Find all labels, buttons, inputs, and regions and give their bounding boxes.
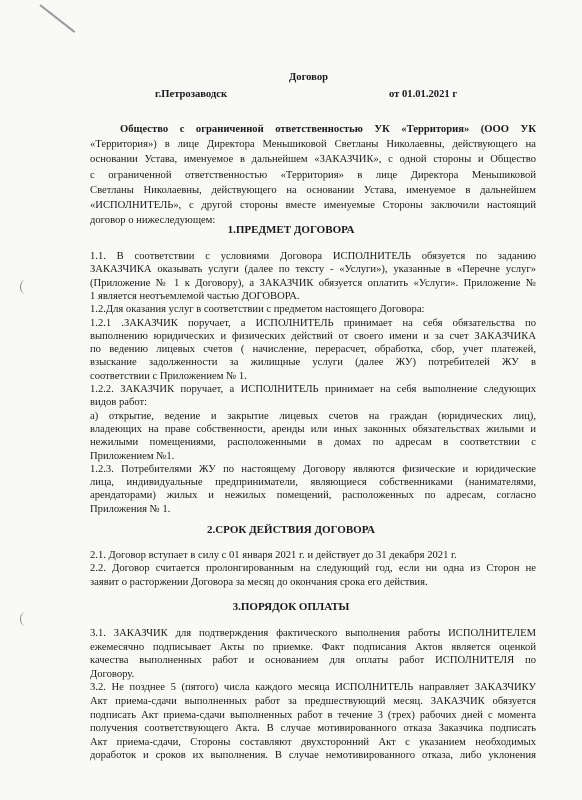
text-line: 3.2. Не позднее 5 (пятого) числа каждого месяца ИСПОЛНИТЕЛЬ направляет ЗАКАЗЧИКУ	[90, 682, 536, 694]
text-line: (Приложение № 1 к Договору), а ЗАКАЗЧИК обязуется оплатить «Услуги». Приложение №	[90, 277, 536, 289]
text-line: выполнению юридических и физических действий от своего имени и за счет ЗАКАЗЧИКА	[90, 330, 536, 342]
text-line: 1.2.Для оказания услуг в соответствии с предметом настоящего Договора:	[90, 304, 425, 316]
text-line: Приложением №1.	[90, 450, 175, 462]
text-line: 1.1. В соответствии с условиями Договора ИСПОЛНИТЕЛЬ обязуется по заданию	[90, 251, 536, 262]
text-line: владеющих на праве собственности, аренды или иных законных обязательствах жилыми и	[90, 423, 536, 435]
text-line: Акт приема-сдачи, Стороны составляют двухсторонний Акт с указанием необходимых	[90, 736, 536, 748]
section-heading-payment: 3.ПОРЯДОК ОПЛАТЫ	[232, 601, 350, 613]
text-line: Светланы Николаевны, действующего на основании Устава, именуемое в дальнейшем	[90, 184, 536, 196]
scan-mark	[39, 4, 75, 33]
punch-hole-mark	[20, 280, 31, 294]
text-line: Общество с ограниченной ответственностью УК «Территория» (ООО УК	[120, 124, 536, 135]
punch-hole-mark	[20, 612, 31, 626]
text-line: 1 является неотъемлемой частью ДОГОВОРА.	[90, 290, 300, 302]
text-line: с ограниченной ответственностью «Территория» в лице Директора Меньшиковой	[90, 169, 536, 181]
text-line: арендаторами) жилых и нежилых помещений, расположенных по адресам, согласно	[90, 490, 536, 502]
text-line: Приложения № 1.	[90, 503, 171, 515]
section-heading-subject: 1.ПРЕДМЕТ ДОГОВОРА	[227, 224, 355, 236]
text-line: 2.1. Договор вступает в силу с 01 января 2021 г. и действует до 31 декабря 2021 г.	[90, 550, 457, 561]
text-line: лица, индивидуальные предприниматели, являющиеся собственниками (нанимателями,	[90, 477, 536, 489]
text-line: заявит о расторжении Договора за месяц до окончания срока его действия.	[90, 576, 428, 588]
text-line: основании Устава, именуемое в дальнейшем «ЗАКАЗЧИК», с одной стороны и Общество	[90, 154, 536, 166]
text-line: 1.2.2. ЗАКАЗЧИК поручает, а ИСПОЛНИТЕЛЬ принимает на себя выполнение следующих	[90, 384, 536, 395]
document-date: от 01.01.2021 г	[389, 89, 458, 100]
text-line: взыскание задолженности за жилищные услуги (далее ЖУ) потребителей ЖУ в	[90, 357, 536, 369]
document-city: г.Петрозаводск	[155, 89, 228, 100]
text-line: ЗАКАЗЧИКА оказывать услуги (далее по тексту - «Услуги»), указанные в «Перечне услуг»	[90, 264, 536, 276]
text-line: 1.2.1 .ЗАКАЗЧИК поручает, а ИСПОЛНИТЕЛЬ принимает на себя обязательства по	[90, 317, 536, 329]
text-line: соответствии с Приложением № 1.	[90, 370, 247, 382]
text-line: 1.2.3. Потребителями ЖУ по настоящему Договору являются физические и юридические	[90, 463, 536, 475]
text-line: договор о нижеследующем:	[90, 215, 216, 227]
text-line: ежемесячно подписывает Акты по приемке. Факт подписания Актов является оценкой	[90, 641, 536, 653]
text-line: по ведению лицевых счетов ( начисление, перерасчет, обработка, сбор, учет платежей,	[90, 344, 536, 356]
text-line: «ИСПОЛНИТЕЛЬ», с другой стороны вместе именуемые Стороны заключили настоящий	[90, 200, 536, 211]
text-line: 3.1. ЗАКАЗЧИК для подтверждения фактического выполнения работы ИСПОЛНИТЕЛЕМ	[90, 628, 536, 639]
text-line: качества выполненных работ и основанием для оплаты работ ИСПОЛНИТЕЛЯ по	[90, 655, 536, 667]
section-heading-term: 2.СРОК ДЕЙСТВИЯ ДОГОВОРА	[206, 524, 375, 536]
text-line: «Территория») в лице Директора Меньшиковой Светланы Николаевны, действующего на	[90, 139, 536, 151]
text-line: а) открытие, ведение и закрытие лицевых счетов на граждан (юридических лиц),	[90, 410, 536, 422]
text-line: получения соответствующего Акта. В случае мотивированного отказа Заказчика подписать	[90, 723, 536, 735]
text-line: Акт приема-сдачи выполненных работ за предшествующий месяц. ЗАКАЗЧИК обязуется	[90, 696, 536, 707]
text-line: подписать Акт приема-сдачи выполненных работ в течение 3 (трех) рабочих дней с момента	[90, 709, 536, 721]
text-line: нежилыми помещениями, расположенными в домах по адресам в соответствии с	[90, 437, 536, 449]
text-line: доработок и сроков их выполнения. В случае немотивированного отказа, либо уклонения	[90, 750, 536, 762]
text-line: Договору.	[90, 668, 135, 680]
text-line: видов работ:	[90, 397, 148, 409]
document-title: Договор	[289, 72, 329, 83]
text-line: 2.2. Договор считается пролонгированным на следующий год, если ни одна из Сторон не	[90, 563, 536, 575]
